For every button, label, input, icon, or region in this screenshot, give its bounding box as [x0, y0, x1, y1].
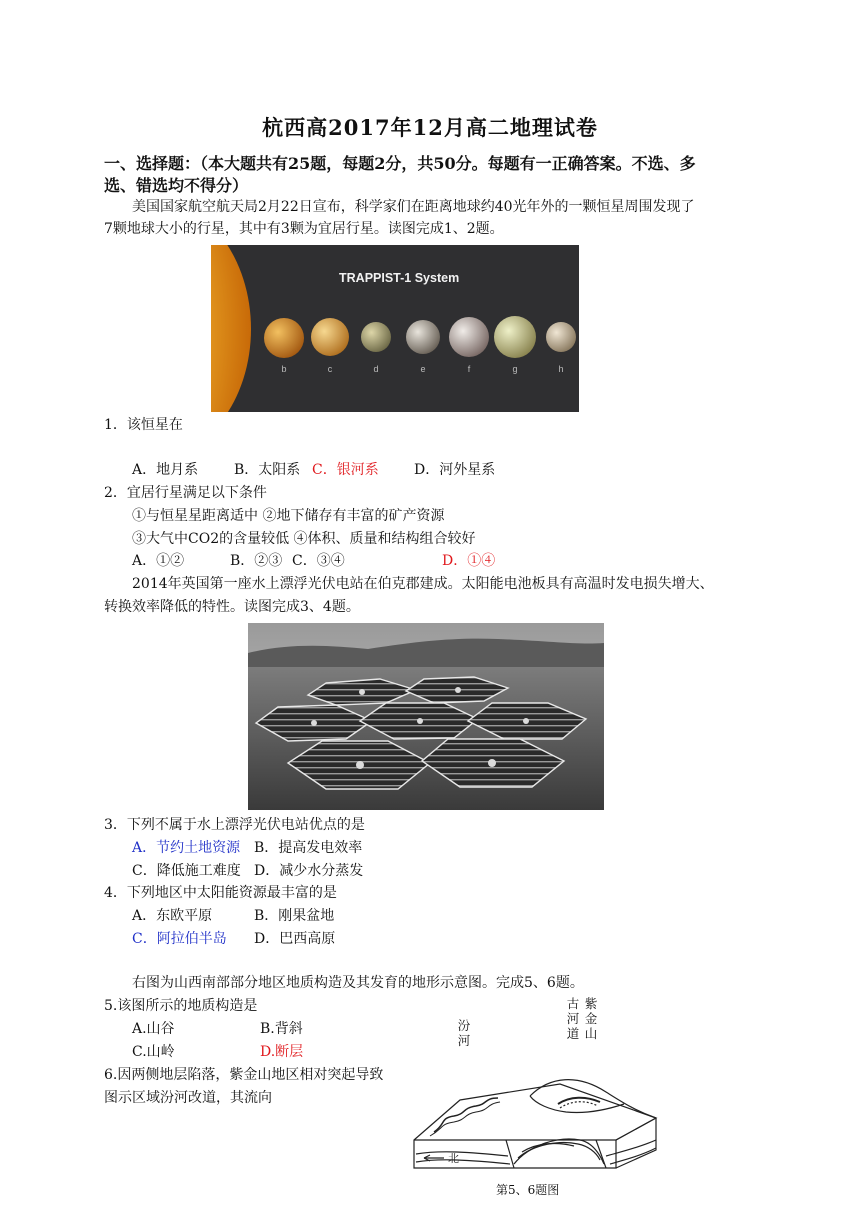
- section-heading-line2: 选、错选均不得分）: [104, 176, 249, 195]
- label-old-river-channel: 古河道: [566, 996, 580, 1041]
- intro-1-line2: 7颗地球大小的行星，其中有3颗为宜居行星。读图完成1、2题。: [104, 221, 504, 237]
- q5-option-a: A.山谷: [132, 1021, 175, 1037]
- q4-option-b: B．刚果盆地: [254, 908, 335, 924]
- q4-option-a: A．东欧平原: [132, 908, 213, 924]
- q4-option-c-answer: C．阿拉伯半岛: [132, 931, 227, 947]
- q1-stem: 1．该恒星在: [104, 417, 183, 433]
- q3-option-d: D．减少水分蒸发: [254, 863, 364, 879]
- trappist-caption: TRAPPIST-1 System: [339, 271, 460, 285]
- q1-option-a: A．地月系: [132, 462, 199, 478]
- floating-solar-photo: [248, 623, 604, 810]
- figure-caption-q5-6: 第5、6题图: [496, 1183, 560, 1197]
- intro-2-line2: 转换效率降低的特性。读图完成3、4题。: [104, 599, 360, 615]
- q2-conditions-line2: ③大气中CO2的含量较低 ④体积、质量和结构组合较好: [132, 531, 476, 547]
- planet-h: [546, 322, 576, 352]
- geology-illustration: [410, 1040, 660, 1170]
- q2-option-d-answer: D．①④: [442, 553, 496, 569]
- q3-option-a-answer: A．节约土地资源: [132, 840, 241, 856]
- planet-c: [311, 318, 349, 356]
- planet-g: [494, 316, 536, 358]
- planet-label-b: b: [281, 364, 287, 374]
- label-fen-river: 汾河: [457, 1018, 471, 1048]
- planet-label-g: g: [512, 364, 518, 374]
- planet-label-f: f: [467, 364, 471, 374]
- label-zijin-mountain: 紫金山: [584, 996, 598, 1041]
- q2-option-a: A．①②: [132, 553, 185, 569]
- intro-2-line1: 2014年英国第一座水上漂浮光伏电站在伯克郡建成。太阳能电池板具有高温时发电损失增大、: [132, 576, 714, 592]
- trappist-figure: [211, 245, 579, 412]
- q2-conditions-line1: ①与恒星星距离适中 ②地下储存有丰富的矿产资源: [132, 508, 445, 524]
- q6-stem-line1: 6.因两侧地层陷落，紫金山地区相对突起导致: [104, 1067, 384, 1083]
- q2-option-b: B．②③: [230, 553, 283, 569]
- q1-option-b: B．太阳系: [234, 462, 301, 478]
- q4-option-d: D．巴西高原: [254, 931, 336, 947]
- q3-option-c: C．降低施工难度: [132, 863, 241, 879]
- planet-d: [361, 322, 391, 352]
- q2-option-c: C．③④: [292, 553, 345, 569]
- page-title: 杭西高2017年12月高二地理试卷: [262, 115, 598, 140]
- intro-1-line1: 美国国家航空航天局2月22日宣布，科学家们在距离地球约40光年外的一颗恒星周围发现了: [132, 199, 695, 215]
- q6-stem-line2: 图示区域汾河改道，其流向: [104, 1090, 272, 1106]
- section-heading-line1: 一、选择题：（本大题共有25题，每题2分，共50分。每题有一正确答案。不选、多: [104, 154, 696, 173]
- planet-label-c: c: [327, 364, 333, 374]
- q5-option-b: B.背斜: [260, 1021, 303, 1037]
- planet-label-e: e: [420, 364, 426, 374]
- planet-label-h: h: [558, 364, 564, 374]
- q1-option-c-answer: C．银河系: [312, 462, 379, 478]
- q3-option-b: B．提高发电效率: [254, 840, 363, 856]
- north-arrow-label: 北: [448, 1152, 459, 1165]
- intro-3: 右图为山西南部部分地区地质构造及其发育的地形示意图。完成5、6题。: [132, 975, 584, 991]
- q5-stem: 5.该图所示的地质构造是: [104, 998, 258, 1014]
- q2-stem: 2．宜居行星满足以下条件: [104, 485, 267, 501]
- planet-label-d: d: [373, 364, 379, 374]
- planet-e: [406, 320, 440, 354]
- q1-option-d: D．河外星系: [414, 462, 496, 478]
- floating-solar-illustration: [248, 623, 604, 810]
- q5-option-c: C.山岭: [132, 1044, 175, 1060]
- geology-block-diagram: [410, 1040, 660, 1170]
- q3-stem: 3．下列不属于水上漂浮光伏电站优点的是: [104, 817, 365, 833]
- planet-b: [264, 318, 304, 358]
- q4-stem: 4．下列地区中太阳能资源最丰富的是: [104, 885, 337, 901]
- q5-option-d-answer: D.断层: [260, 1044, 304, 1060]
- trappist-illustration: [211, 245, 579, 412]
- planet-f: [449, 317, 489, 357]
